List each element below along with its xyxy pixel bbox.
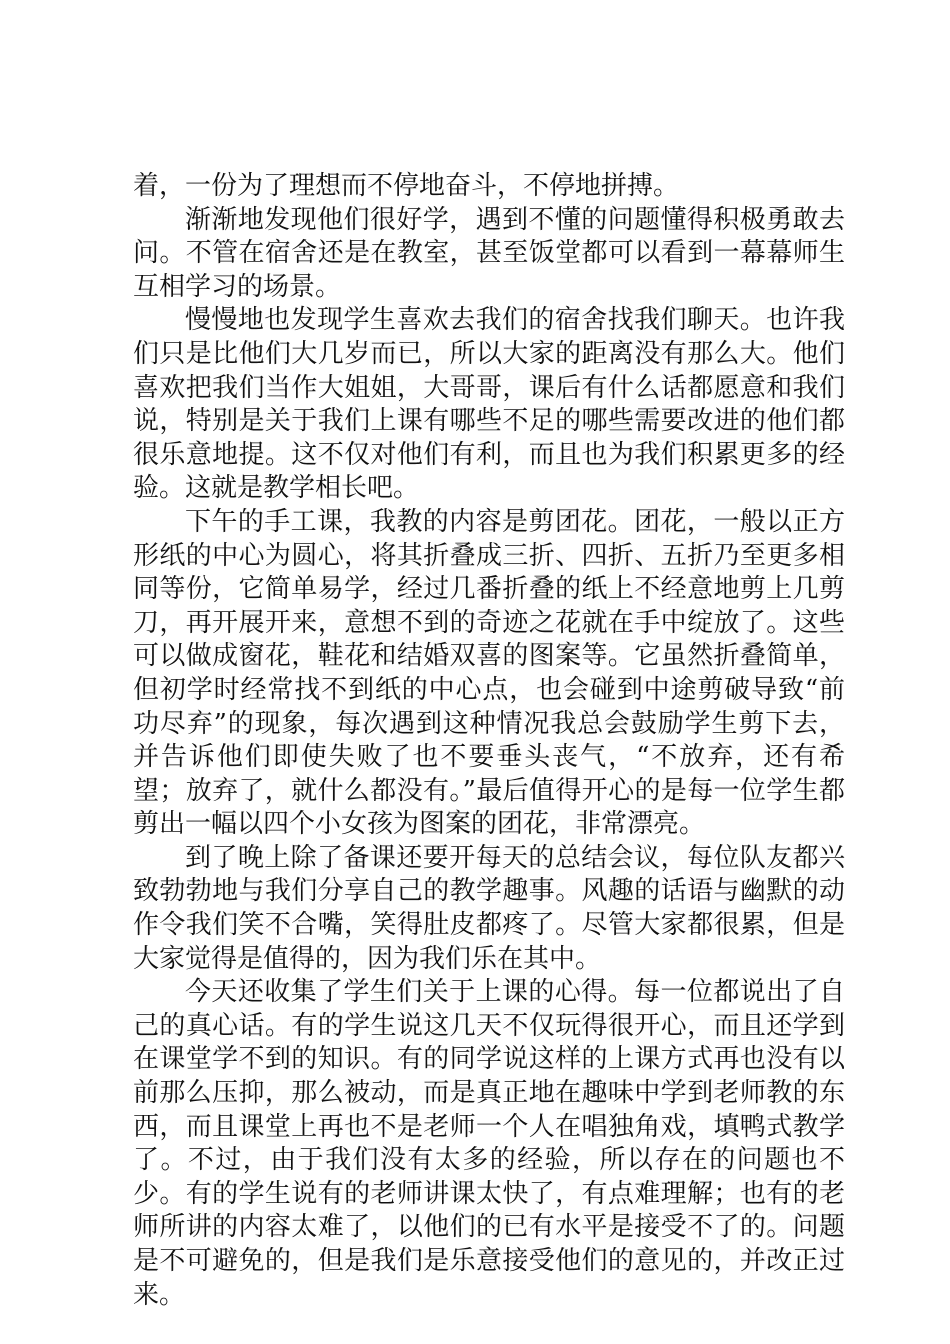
paragraph-2: 渐渐地发现他们很好学，遇到不懂的问题懂得积极勇敢去问。不管在宿舍还是在教室，甚至饭堂都可以看到一幕幕师生互相学习的场景。 [133,204,845,302]
paragraph-3: 慢慢地也发现学生喜欢去我们的宿舍找我们聊天。也许我们只是比他们大几岁而已，所以大家的距离没有那么大。他们喜欢把我们当作大姐姐，大哥哥，课后有什么话都愿意和我们说，特别是关于我们上课有哪些不足的哪些需要改进的他们都很乐意地提。这不仅对他们有利，而且也为我们积累更多的经验。这就是教学相长吧。 [133,305,845,504]
document-page [133,170,845,1312]
paragraph-4: 下午的手工课，我教的内容是剪团花。团花，一般以正方形纸的中心为圆心，将其折叠成三折、四折、五折乃至更多相同等份，它简单易学，经过几番折叠的纸上不经意地剪上几剪刀，再开展开来，意想不到的奇迹之花就在手中绽放了。这些可以做成窗花，鞋花和结婚双喜的图案等。它虽然折叠简单，但初学时经常找不到纸的中心点，也会碰到中途剪破导致“前功尽弃”的现象，每次遇到这种情况我总会鼓励学生剪下去，并告诉他们即使失败了也不要垂头丧气，“不放弃，还有希望；放弃了，就什么都没有。”最后值得开心的是每一位学生都剪出一幅以四个小女孩为图案的团花，非常漂亮。 [133,506,845,840]
paragraph-5: 到了晚上除了备课还要开每天的总结会议，每位队友都兴致勃勃地与我们分享自己的教学趣事。风趣的话语与幽默的动作令我们笑不合嘴，笑得肚皮都疼了。尽管大家都很累，但是大家觉得是值得的，因为我们乐在其中。 [133,842,845,974]
paragraph-6: 今天还收集了学生们关于上课的心得。每一位都说出了自己的真心话。有的学生说这几天不仅玩得很开心，而且还学到在课堂学不到的知识。有的同学说这样的上课方式再也没有以前那么压抑，那么被动，而是真正地在趣味中学到老师教的东西，而且课堂上再也不是老师一个人在唱独角戏，填鸭式教学了。不过，由于我们没有太多的经验，所以存在的问题也不少。有的学生说有的老师讲课太快了，有点难理解；也有的老师所讲的内容太难了，以他们的已有水平是接受不了的。问题是不可避免的，但是我们是乐意接受他们的意见的，并改正过来。 [133,977,845,1310]
paragraph-1: 着，一份为了理想而不停地奋斗，不停地拼搏。 [133,171,680,201]
